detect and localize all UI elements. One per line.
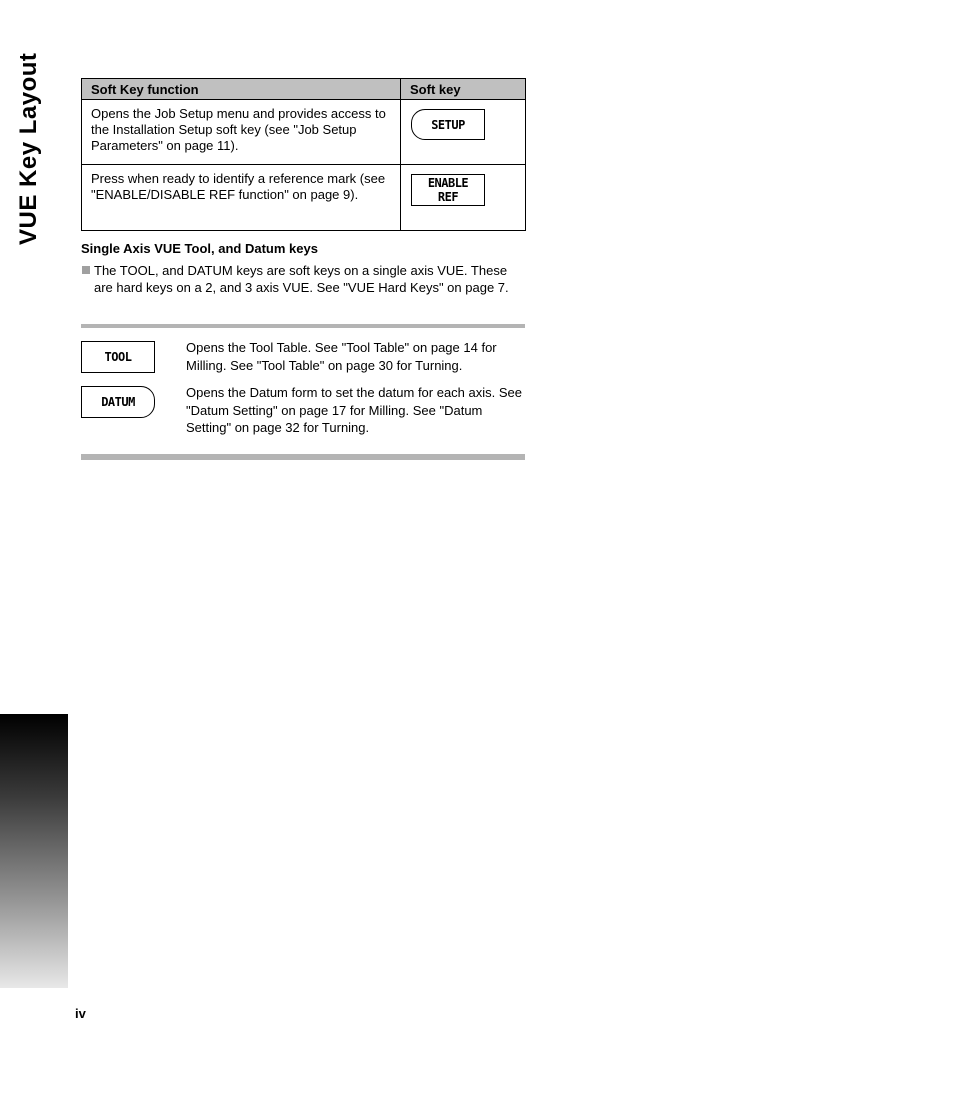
side-title-text: VUE Key Layout	[15, 52, 42, 245]
table-header-row	[82, 79, 526, 100]
setup-key-cell	[401, 100, 526, 165]
datum-soft-key[interactable]: DATUM	[81, 386, 155, 418]
tool-key-description: Opens the Tool Table. See "Tool Table" on page 14 for Milling. See "Tool Table" on page 30 for Turning.	[186, 340, 497, 373]
enable-ref-key-line1: ENABLE	[427, 176, 469, 190]
datum-key-description: Opens the Datum form to set the datum for each axis. See "Datum Setting" on page 17 for Milling. See "Datum Setting" on page 32 for Turning.	[186, 385, 523, 435]
page-number: iv	[75, 1006, 86, 1021]
header-soft-key: Soft key	[401, 79, 526, 100]
setup-soft-key[interactable]: SETUP	[411, 109, 485, 140]
square-bullet-icon	[82, 266, 90, 274]
section-heading: Single Axis VUE Tool, and Datum keys	[81, 241, 318, 256]
enable-ref-key-cell	[401, 165, 526, 231]
section-top-rule	[81, 324, 525, 328]
section-bottom-rule	[81, 454, 525, 460]
softkey-table	[81, 78, 526, 231]
tool-soft-key[interactable]: TOOL	[81, 341, 155, 373]
chapter-thumb-bar	[0, 714, 68, 988]
header-soft-key-function: Soft Key function	[82, 79, 401, 100]
enable-ref-function-cell: Press when ready to identify a reference mark (see "ENABLE/DISABLE REF function" on page 9).	[82, 165, 401, 231]
table-row	[82, 165, 526, 231]
enable-ref-key-line2: REF	[437, 190, 459, 204]
bullet-note-text: The TOOL, and DATUM keys are soft keys on a single axis VUE. These are hard keys on a 2, and 3 axis VUE. See "VUE Hard Keys" on page 7.	[94, 263, 509, 295]
side-title	[11, 45, 47, 255]
setup-function-cell: Opens the Job Setup menu and provides access to the Installation Setup soft key (see "Job Setup Parameters" on page 11).	[82, 100, 401, 165]
table-row	[82, 100, 526, 165]
bullet-note	[81, 262, 526, 296]
enable-ref-soft-key[interactable]	[411, 174, 485, 206]
